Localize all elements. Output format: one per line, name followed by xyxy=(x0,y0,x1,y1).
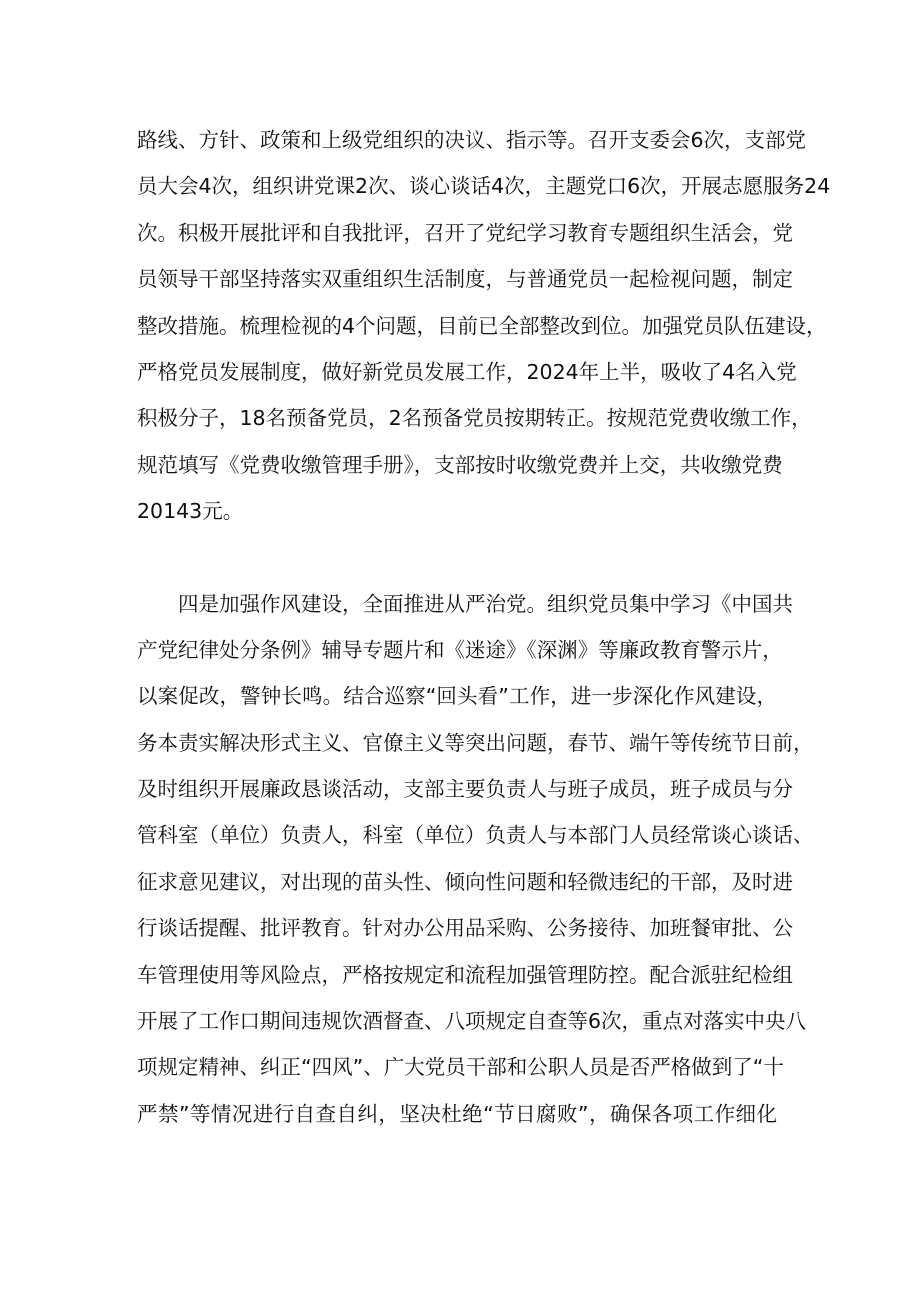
text-line: 项规定精神、纠正“四风”、广大党员干部和公职人员是否严格做到了“十 xyxy=(137,1055,784,1080)
paragraph-work-style-construction xyxy=(137,581,814,1138)
text-line: 车管理使用等风险点，严格按规定和流程加强管理防控。配合派驻纪检组 xyxy=(137,962,793,987)
text-line: 以案促改，警钟长鸣。结合巡察“回头看”工作，进一步深化作风建设， xyxy=(137,684,777,709)
text-line: 积极分子，18名预备党员，2名预备党员按期转正。按规范党费收缴工作， xyxy=(137,406,812,431)
text-line: 20143元。 xyxy=(137,499,244,524)
text-line: 员领导干部坚持落实双重组织生活制度，与普通党员一起检视问题，制定 xyxy=(137,267,793,292)
text-line: 征求意见建议，对出现的苗头性、倾向性问题和轻微违纪的干部，及时进 xyxy=(137,869,793,894)
paragraph-party-organization-work xyxy=(137,117,831,535)
text-line: 严格党员发展制度，做好新党员发展工作，2024年上半，吸收了4名入党 xyxy=(137,359,797,384)
text-line: 规范填写《党费收缴管理手册》，支部按时收缴党费并上交，共收缴党费 xyxy=(137,452,783,477)
text-line: 路线、方针、政策和上级党组织的决议、指示等。召开支委会6次，支部党 xyxy=(137,128,807,152)
text-line-indented: 四是加强作风建设，全面推进从严治党。组织党员集中学习《中国共 xyxy=(178,591,793,616)
text-line: 次。积极开展批评和自我批评，召开了党纪学习教育专题组织生活会，党 xyxy=(137,220,793,245)
text-line: 及时组织开展廉政恳谈活动，支部主要负责人与班子成员，班子成员与分 xyxy=(137,777,793,802)
text-line: 管科室（单位）负责人，科室（单位）负责人与本部门人员经常谈心谈话、 xyxy=(137,823,814,848)
text-line: 严禁”等情况进行自查自纠，坚决杜绝“节日腐败”，确保各项工作细化 xyxy=(137,1101,777,1126)
text-line: 产党纪律处分条例》辅导专题片和《迷途》《深渊》等廉政教育警示片， xyxy=(137,637,783,662)
text-line: 开展了工作口期间违规饮酒督查、八项规定自查等6次，重点对落实中央八 xyxy=(137,1009,807,1034)
paragraph-spacing xyxy=(137,535,777,581)
text-line: 行谈话提醒、批评教育。针对办公用品采购、公务接待、加班餐审批、公 xyxy=(137,916,793,941)
document-body xyxy=(137,117,831,1137)
text-line: 员大会4次，组织讲党课2次、谈心谈话4次，主题党口6次，开展志愿服务24 xyxy=(137,174,831,199)
text-line: 务本责实解决形式主义、官僚主义等突出问题，春节、端午等传统节日前， xyxy=(137,730,814,755)
text-line: 整改措施。梳理检视的4个问题，目前已全部整改到位。加强党员队伍建设， xyxy=(137,313,827,338)
